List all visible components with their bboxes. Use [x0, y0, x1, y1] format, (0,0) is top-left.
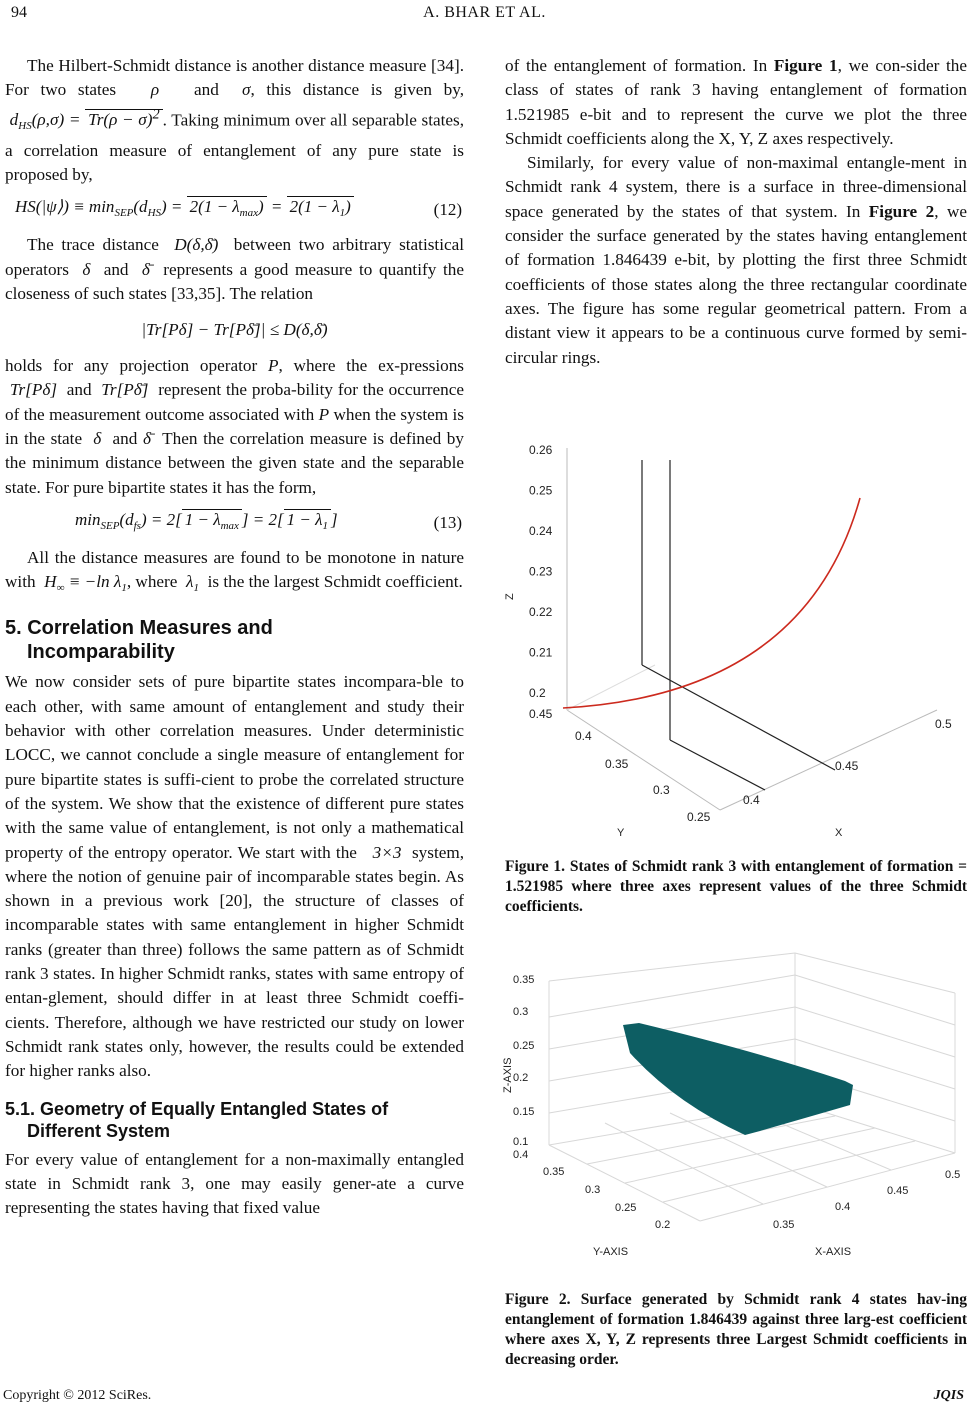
z-tick-label: 0.35: [513, 974, 535, 987]
paragraph-incomparability: We now consider sets of pure bipartite states incompara-ble to each other, with same amount of entanglement and study their behavior with other correlation measures. Under deterministic LOCC, we cannot conclude a single measure of entanglement for pure bipartite states is suffi-cient to probe the correlated structure of the system. We show that the existence of different pure states with the same value of entanglement, is not only a mathematical property of the entropy operator. We start with the 3×3 system, where the notion of genuine pair of incomparable states begin. As shown in a previous work [20], the structure of classes of incomparable states with same entanglement in higher Schmidt ranks (greater than three) follows the same pattern as of Schmidt rank 3 states. In higher Schmidt ranks, states with same entropy of entan-glement, should differ in at least three Schmidt coeffi-cients. Therefore, although we have restricted our study on lower Schmidt rank states only, however, the results could be extended for higher ranks also.: [5, 672, 465, 1081]
y-tick-label: 0.35: [605, 756, 629, 771]
left-column: [5, 54, 464, 1220]
equation-number: (12): [433, 200, 462, 220]
z-tick-label: 0.22: [529, 604, 553, 619]
entanglement-curve: [563, 498, 860, 708]
figure-1-plot: [505, 440, 967, 840]
z-axis-label: Z: [504, 593, 516, 600]
x-axis-label: X-AXIS: [815, 1246, 852, 1259]
z-tick-label: 0.15: [513, 1106, 535, 1119]
x-axis-label: X: [835, 826, 843, 839]
z-tick-label: 0.25: [529, 483, 553, 498]
equation-number: (13): [433, 512, 462, 532]
y-tick-label: 0.4: [513, 1149, 529, 1162]
equation-relation: |Tr[Pδ] − Tr[Pδ̄]| ≤ D(δ,δ̄): [141, 319, 328, 339]
y-axis-line: [567, 710, 720, 810]
x-tick-label: 0.35: [773, 1219, 795, 1232]
y-tick-label: 0.2: [655, 1219, 671, 1232]
z-tick-label: 0.2: [513, 1072, 529, 1085]
paragraph-figure2-intro: Similarly, for every value of non-maximal entangle-ment in Schmidt rank 4 system, there is a surface in three-dimensional space generated by the states of that system. In Figure 2, we consider the surface generated by the states having entanglement of formation 1.846439 e-bit, by plotting the first three Schmidt coefficients of those states along the three rectangular coordinate axes. The figure has some regular geometrical pattern. From a distant view it appears to be a continuous curve formed by semi-circular rings.: [505, 153, 968, 367]
y-tick-label: 0.35: [543, 1166, 565, 1179]
y-tick-label: 0.25: [615, 1202, 637, 1215]
equation-12: HS(|ψ⟩) ≡ $\min_{SEP}(d_{HS}) = 2(1 - \lambda_{max}) = 2(1 - \lambda_1)$ (12): [5, 193, 464, 227]
right-column: [502, 54, 968, 1370]
y-tick-label: 0.3: [585, 1184, 601, 1197]
paragraph-projection: holds for any projection operator P, where the ex-pressions Tr[Pδ] and Tr[Pδ̄] represent the proba-bility for the occurrence of the measurement outcome associated with P when the system is in the state δ and δ̄ Then the correlation measure is defined by the minimum distance between the given state and the separable state. For pure bipartite states it has the form,: [5, 356, 465, 497]
figure-1-caption: Figure 1. States of Schmidt rank 3 with entanglement of formation = 1.521985 where three axes represent values of the three Schmidt coefficients.: [505, 858, 967, 916]
x-tick-label: 0.5: [935, 716, 952, 731]
y-axis-label: Y: [617, 826, 625, 839]
z-tick-label: 0.24: [529, 523, 553, 538]
figure-1: [505, 440, 967, 917]
z-tick-label: 0.25: [513, 1040, 535, 1053]
page-number: 94: [11, 4, 27, 21]
x-tick-label: 0.5: [945, 1169, 961, 1182]
figure-2-plot: [502, 973, 967, 1273]
paragraph-geometry: For every value of entanglement for a non-maximally entangled state in Schmidt rank 3, one may easily gener-ate a curve representing the states having that fixed value: [5, 1149, 464, 1218]
scatter-surface: [623, 1023, 853, 1135]
x-tick-label: 0.4: [835, 1201, 851, 1214]
x-tick-label: 0.45: [835, 758, 859, 773]
paragraph-trace-distance: The trace distance D(δ,δ̄) between two arbitrary statistical operators δ and δ̄ represents a good measure to quantify the closeness of such states [33,35]. The relation: [5, 235, 465, 303]
paragraph-monotone: All the distance measures are found to be monotone in nature with $H_\infty \equiv -\ln$ $\lambda_1$, where $\lambda_1$ is the the largest Schmidt coefficient.: [5, 547, 464, 595]
equation-13: $\min_{SEP}(d_{fs}) = 2$[ $1 - \lambda_{max}$ ] = 2[ $1 - \lambda_1$ ] (13): [5, 506, 464, 540]
paragraph-figure1-intro: of the entanglement of formation. In Figure 1, we con-sider the class of states of rank 3 having entanglement of formation 1.521985 e-bit and to represent the curve we plot the three Schmidt coefficients along the X, Y, Z axes respectively.: [505, 56, 968, 148]
paragraph-hilbert-schmidt: The Hilbert-Schmidt distance is another distance measure [34]. For two states ρ and σ, this distance is given by, $d_{HS}(\rho,\sigma) = Tr(\rho - \sigma)^2$ . Taking minimum over all separable states, a correlation measure of entanglement of any pure state is proposed by,: [5, 56, 465, 184]
figure-2-caption: Figure 2. Surface generated by Schmidt rank 4 states hav-ing entanglement of formation 1.846439 against three larg-est coefficient where axes X, Y, Z represents three Largest Schmidt coefficients in decreasing order.: [505, 1291, 967, 1369]
z-tick-label: 0.1: [513, 1136, 529, 1149]
z-axis-label: Z-AXIS: [502, 1057, 514, 1094]
z-tick-label: 0.26: [529, 442, 553, 457]
guide-line: [642, 665, 835, 770]
page-header: [0, 0, 969, 30]
y-tick-label: 0.4: [575, 728, 592, 743]
z-tick-label: 0.2: [529, 685, 546, 700]
guide-line: [670, 740, 765, 790]
z-tick-label: 0.23: [529, 564, 553, 579]
x-tick-label: 0.4: [743, 792, 760, 807]
y-axis-label: Y-AXIS: [593, 1246, 629, 1259]
running-head-authors: A. BHAR ET AL.: [423, 4, 546, 21]
x-tick-label: 0.45: [887, 1185, 909, 1198]
z-tick-label: 0.3: [513, 1006, 529, 1019]
y-tick-label: 0.25: [687, 809, 711, 824]
z-tick-label: 0.21: [529, 645, 553, 660]
y-tick-label: 0.3: [653, 782, 670, 797]
y-tick-label: 0.45: [529, 706, 553, 721]
section-heading-5: 5. Correlation Measures and Incomparability: [5, 617, 273, 664]
copyright: Copyright © 2012 SciRes.: [3, 1388, 152, 1403]
section-heading-5-1: 5.1. Geometry of Equally Entangled States of Different System: [5, 1098, 389, 1141]
journal-abbrev: JQIS: [933, 1388, 964, 1403]
page-footer: [0, 1388, 969, 1412]
figure-2: [502, 973, 967, 1370]
